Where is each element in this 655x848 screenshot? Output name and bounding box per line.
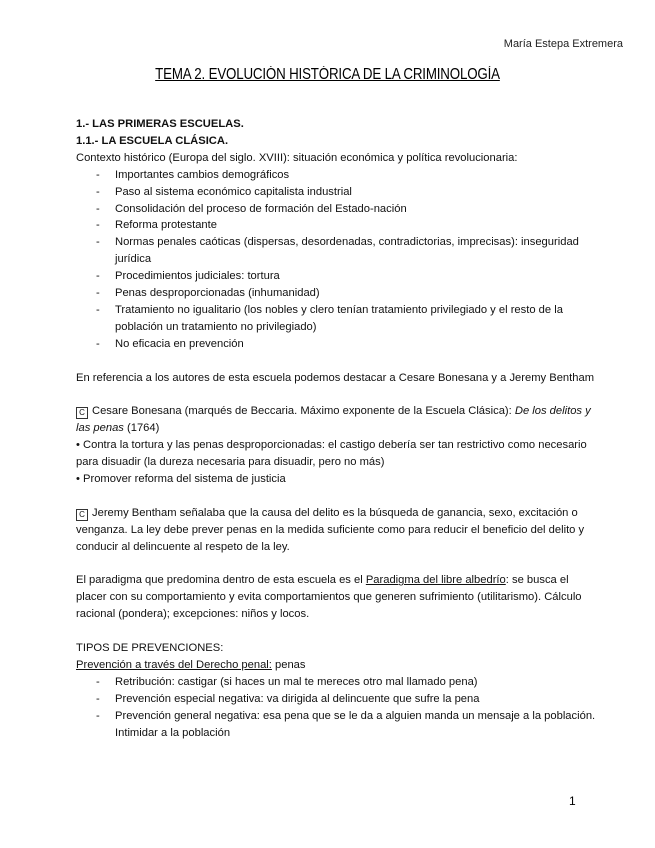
- beccaria-text: Cesare Bonesana (marqués de Beccaria. Máximo exponente de la Escuela Clásica):: [92, 405, 515, 418]
- bentham-paragraph: [76, 505, 596, 556]
- list-item: - No eficacia en prevención: [76, 336, 596, 353]
- beccaria-bullet: • Contra la tortura y las penas desproporcionadas: el castigo debería ser tan restrictivo como necesario para disuadir (la dureza necesaria para disuadir, pero no más): [76, 439, 587, 469]
- copyright-icon: C: [76, 407, 88, 419]
- prevention-subheading: [76, 657, 596, 674]
- list-item: - Paso al sistema económico capitalista industrial: [76, 184, 596, 201]
- author-name: María Estepa Extremera: [503, 38, 623, 50]
- list-item: - Normas penales caóticas (dispersas, desordenadas, contradictorias, imprecisas): inseguridad jurídica: [76, 234, 596, 268]
- paradigm-text-rest: : se busca el placer con su comportamiento y evita comportamientos que generen sufrimiento (utilitarismo). Cálculo racional (pondera); excepciones: niños y locos.: [76, 574, 582, 621]
- book-year: (1764): [123, 422, 160, 435]
- section-heading: 1.- LAS PRIMERAS ESCUELAS.: [76, 118, 244, 130]
- document-title: TEMA 2. EVOLUCIÓN HISTÓRICA DE LA CRIMINOLOGÍA: [155, 66, 500, 83]
- bentham-text: Jeremy Bentham señalaba que la causa del delito es la búsqueda de ganancia, sexo, excitación o venganza. La ley debe prever penas en la medida suficiente como para reducir el beneficio del delito y conducir al delincuente al respeto de la ley.: [76, 506, 585, 553]
- list-item: - Importantes cambios demográficos: [76, 167, 596, 184]
- list-item: - Reforma protestante: [76, 217, 596, 234]
- list-item: - Procedimientos judiciales: tortura: [76, 268, 596, 285]
- list-item: - Retribución: castigar (si haces un mal te mereces otro mal llamado pena): [76, 674, 596, 691]
- beccaria-bullet: • Promover reforma del sistema de justicia: [76, 473, 286, 485]
- list-item: - Prevención especial negativa: va dirigida al delincuente que sufre la pena: [76, 691, 596, 708]
- prevention-heading: TIPOS DE PREVENCIONES:: [76, 642, 224, 655]
- list-item: - Tratamiento no igualitario (los nobles y clero tenían tratamiento privilegiado y el resto de la población un tratamiento no privilegiado): [76, 302, 596, 336]
- copyright-icon: C: [76, 509, 88, 521]
- paradigm-link[interactable]: Paradigma del libre albedrío: [365, 574, 506, 587]
- context-list: [76, 167, 596, 353]
- book-title: De los delitos y las penas: [76, 405, 591, 435]
- authors-intro: En referencia a los autores de esta escuela podemos destacar a Cesare Bonesana y a Jeremy Bentham: [76, 371, 595, 384]
- document-body: [76, 116, 596, 741]
- page-number: 1: [569, 794, 576, 808]
- list-item: - Penas desproporcionadas (inhumanidad): [76, 285, 596, 302]
- paradigm-text: El paradigma que predomina dentro de esta escuela es el: [76, 574, 366, 587]
- context-intro: Contexto histórico (Europa del siglo. XVIII): situación económica y política revolucionaria:: [76, 151, 518, 164]
- list-item: - Prevención general negativa: esa pena que se le da a alguien manda un mensaje a la población. Intimidar a la población: [76, 708, 596, 742]
- prevention-sub-rest: penas: [271, 658, 306, 671]
- paradigm-paragraph: [76, 572, 596, 623]
- beccaria-paragraph: [76, 403, 596, 437]
- subsection-heading: 1.1.- LA ESCUELA CLÁSICA.: [76, 134, 229, 147]
- prevention-list: [76, 674, 596, 742]
- list-item: - Consolidación del proceso de formación del Estado-nación: [76, 201, 596, 218]
- prevention-link[interactable]: Prevención a través del Derecho penal:: [76, 658, 272, 671]
